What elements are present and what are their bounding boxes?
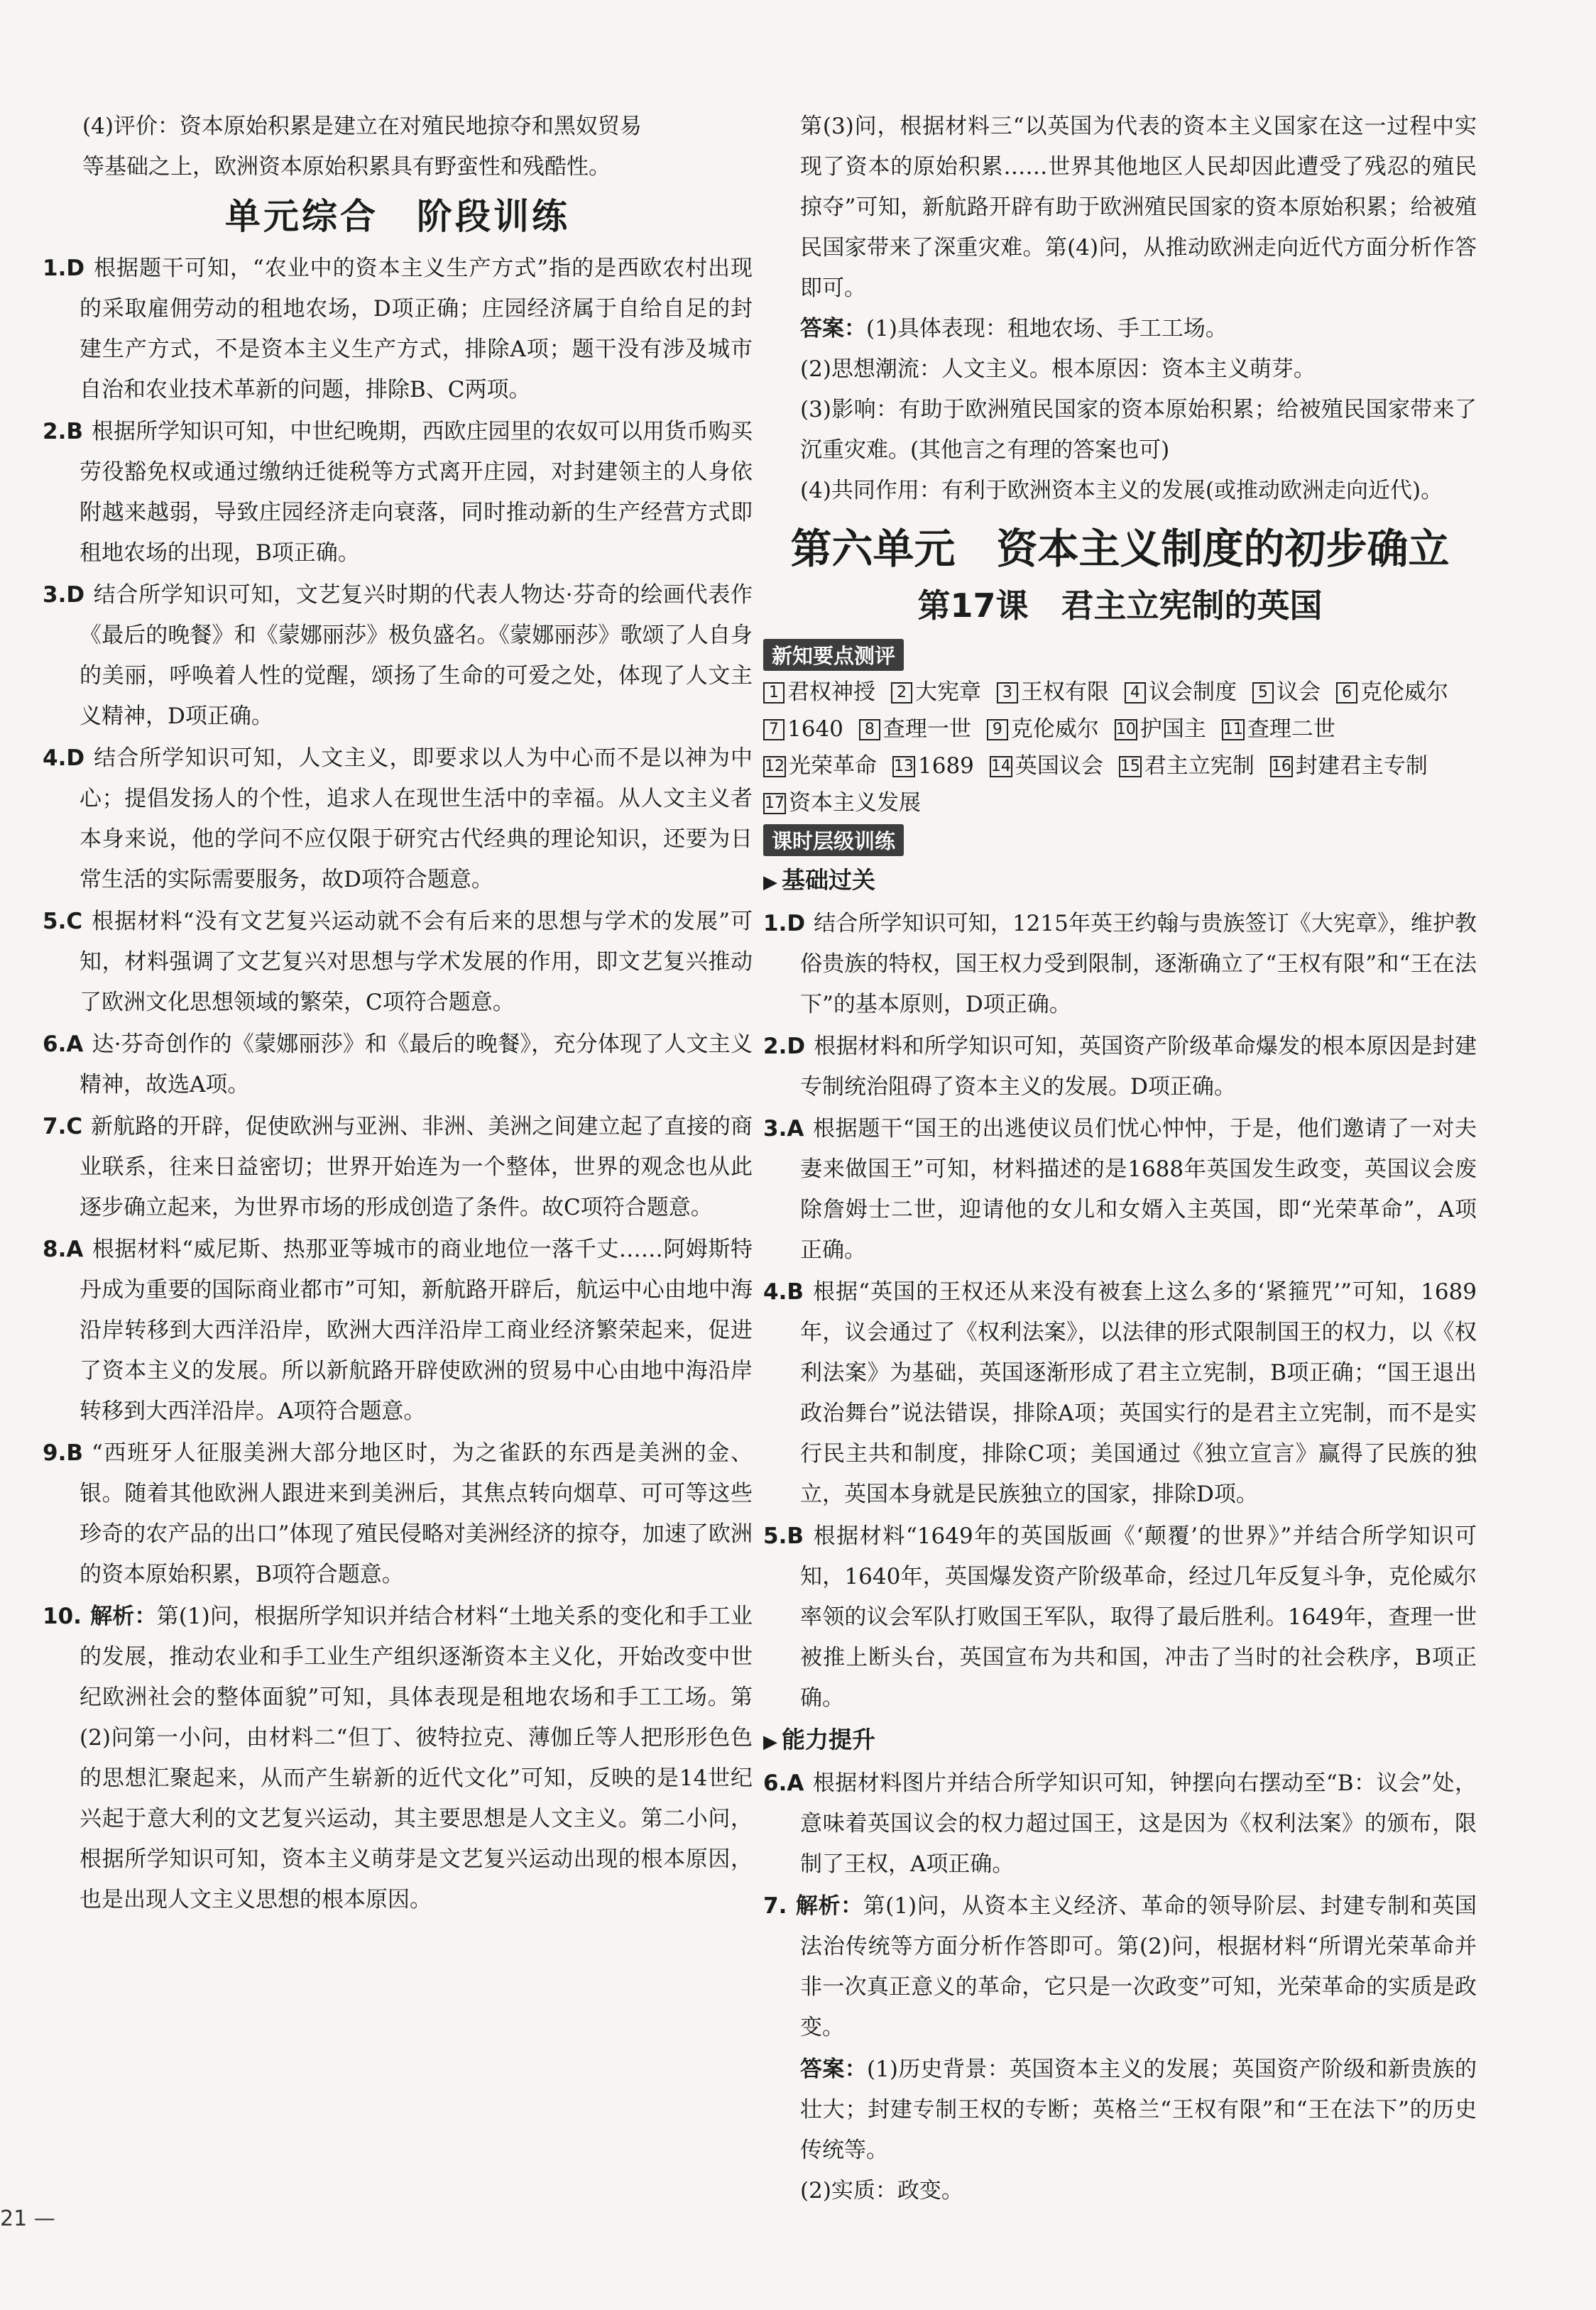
unit-title: 第六单元 资本主义制度的初步确立 <box>790 525 1450 573</box>
item-text: 新航路的开辟，促使欧洲与亚洲、非洲、美洲之间建立起了直接的商业联系，往来日益密切；世界开始连为一个整体，世界的观念也从此逐步确立起来，为世界市场的形成创造了条件。故C项符合题意。 <box>80 1114 753 1220</box>
item-text: 根据材料和所学知识可知，英国资产阶级革命爆发的根本原因是封建专制统治阻碍了资本主义的发展。D项正确。 <box>800 1034 1477 1100</box>
answer-item <box>763 904 1477 1025</box>
answer-item <box>43 412 753 574</box>
key-point <box>763 748 877 784</box>
answer-block <box>763 309 1477 349</box>
key-point-number: 3 <box>997 682 1018 704</box>
key-point-number: 7 <box>763 719 785 740</box>
key-point <box>763 784 921 821</box>
answer-line: (4)评价：资本原始积累是建立在对殖民地掠夺和黑奴贸易 <box>82 114 642 139</box>
item-number: 6.A <box>763 1770 804 1796</box>
answer-item <box>43 1433 753 1595</box>
subsection-heading-label: 能力提升 <box>782 1726 875 1753</box>
analysis-continued: 第(3)问，根据材料三“以英国为代表的资本主义国家在这一过程中实现了资本的原始积累……世界其他地区人民却因此遭受了残忍的殖民掠夺”可知，新航路开辟有助于欧洲殖民国家的资本原始积累；给被殖民国家带来了深重灾难。第(4)问，从推动欧洲走向近代方面分析作答即可。 <box>800 114 1477 301</box>
item-number: 8.A <box>43 1237 84 1262</box>
key-point <box>763 711 843 748</box>
key-point-text: 1640 <box>787 716 843 742</box>
answer-item <box>43 902 753 1023</box>
left-column <box>43 106 753 1922</box>
item-text: 根据材料“没有文艺复兴运动就不会有后来的思想与学术的发展”可知，材料强调了文艺复兴对思想与学术发展的作用，即文艺复兴推动了欧洲文化思想领域的繁荣，C项符合题意。 <box>80 909 753 1015</box>
item-text: 根据材料“威尼斯、热那亚等城市的商业地位一落千丈……阿姆斯特丹成为重要的国际商业都市”可知，新航路开辟后，航运中心由地中海沿岸转移到大西洋沿岸，欧洲大西洋沿岸工商业经济繁荣起来，促进了资本主义的发展。所以新航路开辟使欧洲的贸易中心由地中海沿岸转移到大西洋沿岸。A项符合题意。 <box>80 1237 753 1424</box>
item-number: 2.D <box>763 1034 806 1059</box>
item-number: 5.C <box>43 909 83 934</box>
analysis-label: 解析： <box>795 1893 863 1919</box>
key-point <box>1119 748 1255 784</box>
item-text: 根据材料图片并结合所学知识可知，钟摆向右摆动至“B：议会”处，意味着英国议会的权力超过国王，这是因为《权利法案》的颁布，限制了王权，A项正确。 <box>800 1770 1477 1877</box>
key-point <box>1336 674 1448 711</box>
key-point <box>1270 748 1428 784</box>
item-text: 结合所学知识可知，人文主义，即要求以人为中心而不是以神为中心；提倡发扬人的个性，追求人在现世生活中的幸福。从人文主义者本身来说，他的学问不应仅限于研究古代经典的理论知识，还要为日常生活的实际需要服务，故D项符合题意。 <box>80 745 753 892</box>
key-point-number: 1 <box>763 682 785 704</box>
key-point <box>997 674 1109 711</box>
answer-line: (1)具体表现：租地农场、手工工场。 <box>866 316 1228 341</box>
answer-line: (4)共同作用：有利于欧洲资本主义的发展(或推动欧洲走向近代)。 <box>800 478 1443 503</box>
item-text: 根据材料“1649年的英国版画《‘颠覆’的世界》”并结合所学知识可知，1640年，英国爆发资产阶级革命，经过几年反复斗争，克伦威尔率领的议会军队打败国王军队，取得了最后胜利。1649年，查理一世被推上断头台，英国宣布为共和国，冲击了当时的社会秩序，B项正确。 <box>800 1523 1477 1711</box>
item-number: 5.B <box>763 1523 804 1549</box>
key-point <box>763 674 875 711</box>
key-point-text: 君权神授 <box>787 679 875 705</box>
item-text: 根据题干“国王的出逃使议员们忧心忡忡，于是，他们邀请了一对夫妻来做国王”可知，材料描述的是1688年英国发生政变，英国议会废除詹姆士二世，迎请他的女儿和女婿入主英国，即“光荣革命”，A项正确。 <box>800 1116 1477 1263</box>
item-text: 结合所学知识可知，1215年英王约翰与贵族签订《大宪章》，维护教俗贵族的特权，国王权力受到限制，逐渐确立了“王权有限”和“王在法下”的基本原则，D项正确。 <box>800 911 1477 1017</box>
answer-item <box>763 1763 1477 1885</box>
item-number: 3.A <box>763 1116 804 1142</box>
item-number: 1.D <box>43 256 85 281</box>
key-point-text: 查理二世 <box>1247 716 1335 742</box>
lesson-title: 第17课 君主立宪制的英国 <box>917 586 1323 625</box>
key-point-number: 16 <box>1270 756 1293 777</box>
key-point-number: 6 <box>1336 682 1357 704</box>
right-column <box>763 106 1477 2211</box>
triangle-icon: ▶ <box>763 872 777 893</box>
answer-item <box>763 1272 1477 1515</box>
item-number: 2.B <box>43 419 83 444</box>
key-point-number: 2 <box>891 682 912 704</box>
key-point-number: 8 <box>859 719 880 740</box>
section-tag-new-knowledge: 新知要点测评 <box>763 639 904 671</box>
answer-item <box>763 1886 1477 2048</box>
key-point-text: 克伦威尔 <box>1010 716 1099 742</box>
key-point-number: 15 <box>1119 756 1142 777</box>
answer-item <box>43 248 753 410</box>
key-point-number: 9 <box>987 719 1008 740</box>
key-point-number: 4 <box>1125 682 1146 704</box>
item-number: 4.B <box>763 1279 804 1305</box>
key-point <box>990 748 1103 784</box>
key-point-text: 英国议会 <box>1015 753 1103 779</box>
item-text: 结合所学知识可知，文艺复兴时期的代表人物达·芬奇的绘画代表作《最后的晚餐》和《蒙娜丽莎》极负盛名。《蒙娜丽莎》歌颂了人自身的美丽，呼唤着人性的觉醒，颂扬了生命的可爱之处，体现了人文主义精神，D项正确。 <box>80 582 753 729</box>
key-point-text: 王权有限 <box>1021 679 1109 705</box>
answer-item <box>43 738 753 900</box>
key-point-text: 查理一世 <box>882 716 971 742</box>
answer-line: (2)思想潮流：人文主义。根本原因：资本主义萌芽。 <box>800 356 1316 382</box>
key-point-text: 议会制度 <box>1149 679 1237 705</box>
item-text: “西班牙人征服美洲大部分地区时，为之雀跃的东西是美洲的金、银。随着其他欧洲人跟进来到美洲后，其焦点转向烟草、可可等这些珍奇的农产品的出口”体现了殖民侵略对美洲经济的掠夺，加速了欧洲的资本原始积累，B项符合题意。 <box>80 1440 753 1587</box>
key-point-text: 大宪章 <box>915 679 981 705</box>
answer-list <box>43 248 753 1920</box>
key-point <box>891 674 981 711</box>
subsection-heading <box>763 862 1477 901</box>
answer-line: (3)影响：有助于欧洲殖民国家的资本原始积累；给被殖民国家带来了沉重灾难。(其他言之有理的答案也可) <box>800 397 1477 463</box>
key-point-text: 资本主义发展 <box>789 790 921 816</box>
item-text: 第(1)问，根据所学知识并结合材料“土地关系的变化和手工业的发展，推动农业和手工业生产组织逐渐资本主义化，开始改变中世纪欧洲社会的整体面貌”可知，具体表现是租地农场和手工工场。第(2)问第一小问，由材料二“但丁、彼特拉克、薄伽丘等人把形形色色的思想汇聚起来，从而产生崭新的近代文化”可知，反映的是14世纪兴起于意大利的文艺复兴运动，其主要思想是人文主义。第二小问，根据所学知识可知，资本主义萌芽是文艺复兴运动出现的根本原因，也是出现人文主义思想的根本原因。 <box>80 1604 753 1912</box>
item-text: 根据所学知识可知，中世纪晚期，西欧庄园里的农奴可以用货币购买劳役豁免权或通过缴纳迁徙税等方式离开庄园，对封建领主的人身依附越来越弱，导致庄园经济走向衰落，同时推动新的生产经营方式即租地农场的出现，B项正确。 <box>80 419 753 566</box>
triangle-icon: ▶ <box>763 1731 777 1753</box>
key-point <box>1252 674 1321 711</box>
key-point-number: 14 <box>990 756 1012 777</box>
key-point <box>987 711 1099 748</box>
answer-item <box>43 1107 753 1228</box>
item-number: 7. <box>763 1893 787 1919</box>
key-point-text: 议会 <box>1277 679 1321 705</box>
key-point <box>1115 711 1206 748</box>
answer-label: 答案： <box>800 316 866 341</box>
item-number: 7.C <box>43 1114 83 1139</box>
item-text: 达·芬奇创作的《蒙娜丽莎》和《最后的晚餐》，充分体现了人文主义精神，故选A项。 <box>80 1031 753 1097</box>
key-points <box>763 674 1477 821</box>
key-point-text: 克伦威尔 <box>1360 679 1448 705</box>
item-text: 根据题干可知，“农业中的资本主义生产方式”指的是西欧农村出现的采取雇佣劳动的租地农场，D项正确；庄园经济属于自给自足的封建生产方式，不是资本主义生产方式，排除A项；题干没有涉及城市自治和农业技术革新的问题，排除B、C两项。 <box>80 256 753 403</box>
analysis-label: 解析： <box>89 1604 157 1629</box>
key-point-number: 13 <box>892 756 915 777</box>
item-number: 4.D <box>43 745 85 771</box>
answer-item <box>43 1024 753 1105</box>
answer-label: 答案： <box>800 2057 868 2082</box>
answer-item <box>763 1109 1477 1271</box>
key-point-text: 封建君主专制 <box>1295 753 1428 779</box>
key-point <box>892 748 974 784</box>
item-text: 根据“英国的王权还从来没有被套上这么多的‘紧箍咒’”可知，1689年，议会通过了《权利法案》，以法律的形式限制国王的权力，以《权利法案》为基础，英国逐渐形成了君主立宪制，B项正确；“国王退出政治舞台”说法错误，排除A项；英国实行的是君主立宪制，而不是实行民主共和制度，排除C项；美国通过《独立宣言》赢得了民族的独立，英国本身就是民族独立的国家，排除D项。 <box>800 1279 1477 1507</box>
answer-line: (1)历史背景：英国资本主义的发展；英国资产阶级和新贵族的壮大；封建专制王权的专断；英格兰“王权有限”和“王在法下”的历史传统等。 <box>800 2057 1477 2163</box>
answer-item <box>43 1230 753 1432</box>
key-point-number: 12 <box>763 756 786 777</box>
answer-item <box>763 1516 1477 1719</box>
key-point-text: 护国主 <box>1139 716 1206 742</box>
answer-item <box>763 1027 1477 1107</box>
section-title: 单元综合 阶段训练 <box>225 196 570 237</box>
key-point <box>1222 711 1335 748</box>
key-point-number: 17 <box>763 793 786 814</box>
key-point-text: 光荣革命 <box>789 753 877 779</box>
answer-item <box>43 575 753 737</box>
key-point-number: 5 <box>1252 682 1274 704</box>
key-point <box>1125 674 1237 711</box>
answer-line: (2)实质：政变。 <box>800 2178 963 2204</box>
section-tag-class-training: 课时层级训练 <box>763 824 904 856</box>
page-number: 21 — <box>0 2206 55 2231</box>
item-text: 第(1)问，从资本主义经济、革命的领导阶层、封建专制和英国法治传统等方面分析作答即可。第(2)问，根据材料“所谓光荣革命并非一次真正意义的革命，它只是一次政变”可知，光荣革命的实质是政变。 <box>800 1893 1477 2040</box>
answer-block <box>763 2049 1477 2171</box>
item-number: 3.D <box>43 582 85 608</box>
item-number: 1.D <box>763 911 806 936</box>
item-number: 9.B <box>43 1440 83 1466</box>
answer-line: 等基础之上，欧洲资本原始积累具有野蛮性和残酷性。 <box>82 154 611 180</box>
key-point-text: 君主立宪制 <box>1144 753 1255 779</box>
item-number: 10. <box>43 1604 82 1629</box>
key-point-number: 10 <box>1115 719 1137 740</box>
key-point <box>859 711 971 748</box>
subsection-heading <box>763 1721 1477 1761</box>
key-point-number: 11 <box>1222 719 1245 740</box>
key-point-text: 1689 <box>918 753 974 779</box>
item-number: 6.A <box>43 1031 84 1057</box>
subsection-heading-label: 基础过关 <box>782 866 875 894</box>
answer-item <box>43 1597 753 1920</box>
